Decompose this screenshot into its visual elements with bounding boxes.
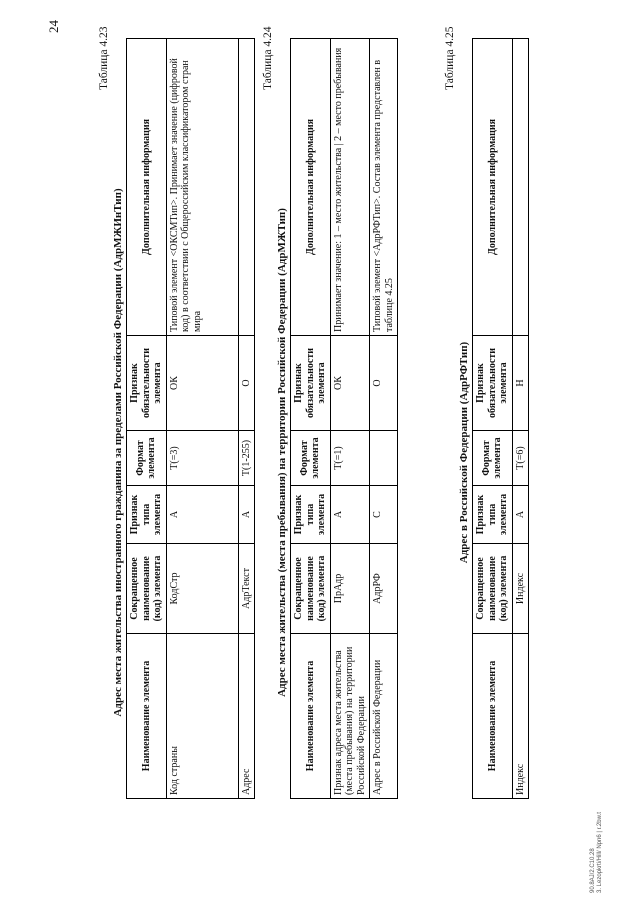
table-header-row — [127, 39, 167, 799]
cell-type: А — [512, 486, 529, 544]
col-type-header: Признак типа элемента — [127, 486, 167, 544]
page-number: 24 — [46, 20, 61, 33]
cell-type: А — [330, 486, 370, 544]
cell-name: Индекс — [512, 634, 529, 799]
cell-info: Принимает значение: 1 – место жительства | 2 – место пребывания — [330, 39, 370, 336]
col-type-header: Признак типа элемента — [473, 486, 513, 544]
cell-code: АдрРФ — [370, 544, 398, 634]
side-note-line: 90.8AJ/2.C10.28 — [590, 848, 596, 893]
table-row — [238, 39, 255, 799]
cell-name: Адрес в Российской Федерации — [370, 634, 398, 799]
cell-name: Код страны — [166, 634, 238, 799]
table-424-title: Адрес места жительства (места пребывания) на территории Российской Федерации (АдрМЖТип) — [276, 208, 288, 697]
col-required-header: Признак обязательности элемента — [473, 336, 513, 431]
table-row — [370, 39, 398, 799]
cell-code: ПрАдр — [330, 544, 370, 634]
col-type-header: Признак типа элемента — [291, 486, 331, 544]
table-row — [166, 39, 238, 799]
table-423-title: Адрес места жительства иностранного гражданина за пределами Российской Федерации (АдрМЖИнТип) — [112, 188, 124, 717]
table-425-caption: Таблица 4.25 — [444, 26, 456, 90]
table-header-row — [291, 39, 331, 799]
col-info-header: Дополнительная информация — [127, 39, 167, 336]
cell-format: T(=3) — [166, 431, 238, 486]
col-code-header: Сокращенное наименование (код) элемента — [473, 544, 513, 634]
table-423-caption: Таблица 4.23 — [98, 26, 110, 90]
table-424 — [290, 38, 398, 799]
table-row — [330, 39, 370, 799]
side-note — [590, 812, 604, 893]
table-425 — [472, 38, 529, 799]
cell-code: Индекс — [512, 544, 529, 634]
table-423 — [126, 38, 255, 799]
cell-code: АдрТекст — [238, 544, 255, 634]
cell-required: ОК — [330, 336, 370, 431]
col-code-header: Сокращенное наименование (код) элемента — [127, 544, 167, 634]
cell-info — [512, 39, 529, 336]
side-note-line: 3. Lezopkrti/Hill/ Npn6 | r.2bw.t — [597, 812, 604, 893]
cell-info — [238, 39, 255, 336]
cell-name: Адрес — [238, 634, 255, 799]
cell-name: Признак адреса места жительства (места пребывания) на территории Российской Федерации — [330, 634, 370, 799]
col-info-header: Дополнительная информация — [473, 39, 513, 336]
cell-info: Типовой элемент <АдрРФТип>. Состав элемента представлен в таблице 4.25 — [370, 39, 398, 336]
col-format-header: Формат элемента — [291, 431, 331, 486]
cell-required: ОК — [166, 336, 238, 431]
cell-required: О — [238, 336, 255, 431]
cell-format: T(=1) — [330, 431, 370, 486]
col-format-header: Формат элемента — [127, 431, 167, 486]
col-name-header: Наименование элемента — [291, 634, 331, 799]
cell-format — [370, 431, 398, 486]
cell-type: А — [238, 486, 255, 544]
cell-format: T(1-255) — [238, 431, 255, 486]
col-required-header: Признак обязательности элемента — [291, 336, 331, 431]
col-required-header: Признак обязательности элемента — [127, 336, 167, 431]
col-format-header: Формат элемента — [473, 431, 513, 486]
cell-code: КодСтр — [166, 544, 238, 634]
col-info-header: Дополнительная информация — [291, 39, 331, 336]
cell-required: О — [370, 336, 398, 431]
cell-info: Типовой элемент <ОКСМТип>. Принимает значение (цифровой код) в соответствии с Общероссийским классификатором стран мира — [166, 39, 238, 336]
table-425-title: Адрес в Российской Федерации (АдрРФТип) — [458, 341, 470, 564]
table-424-caption: Таблица 4.24 — [262, 26, 274, 90]
cell-format: T(=6) — [512, 431, 529, 486]
cell-required: Н — [512, 336, 529, 431]
col-name-header: Наименование элемента — [473, 634, 513, 799]
cell-type: А — [166, 486, 238, 544]
col-code-header: Сокращенное наименование (код) элемента — [291, 544, 331, 634]
table-row — [512, 39, 529, 799]
table-header-row — [473, 39, 513, 799]
cell-type: С — [370, 486, 398, 544]
col-name-header: Наименование элемента — [127, 634, 167, 799]
